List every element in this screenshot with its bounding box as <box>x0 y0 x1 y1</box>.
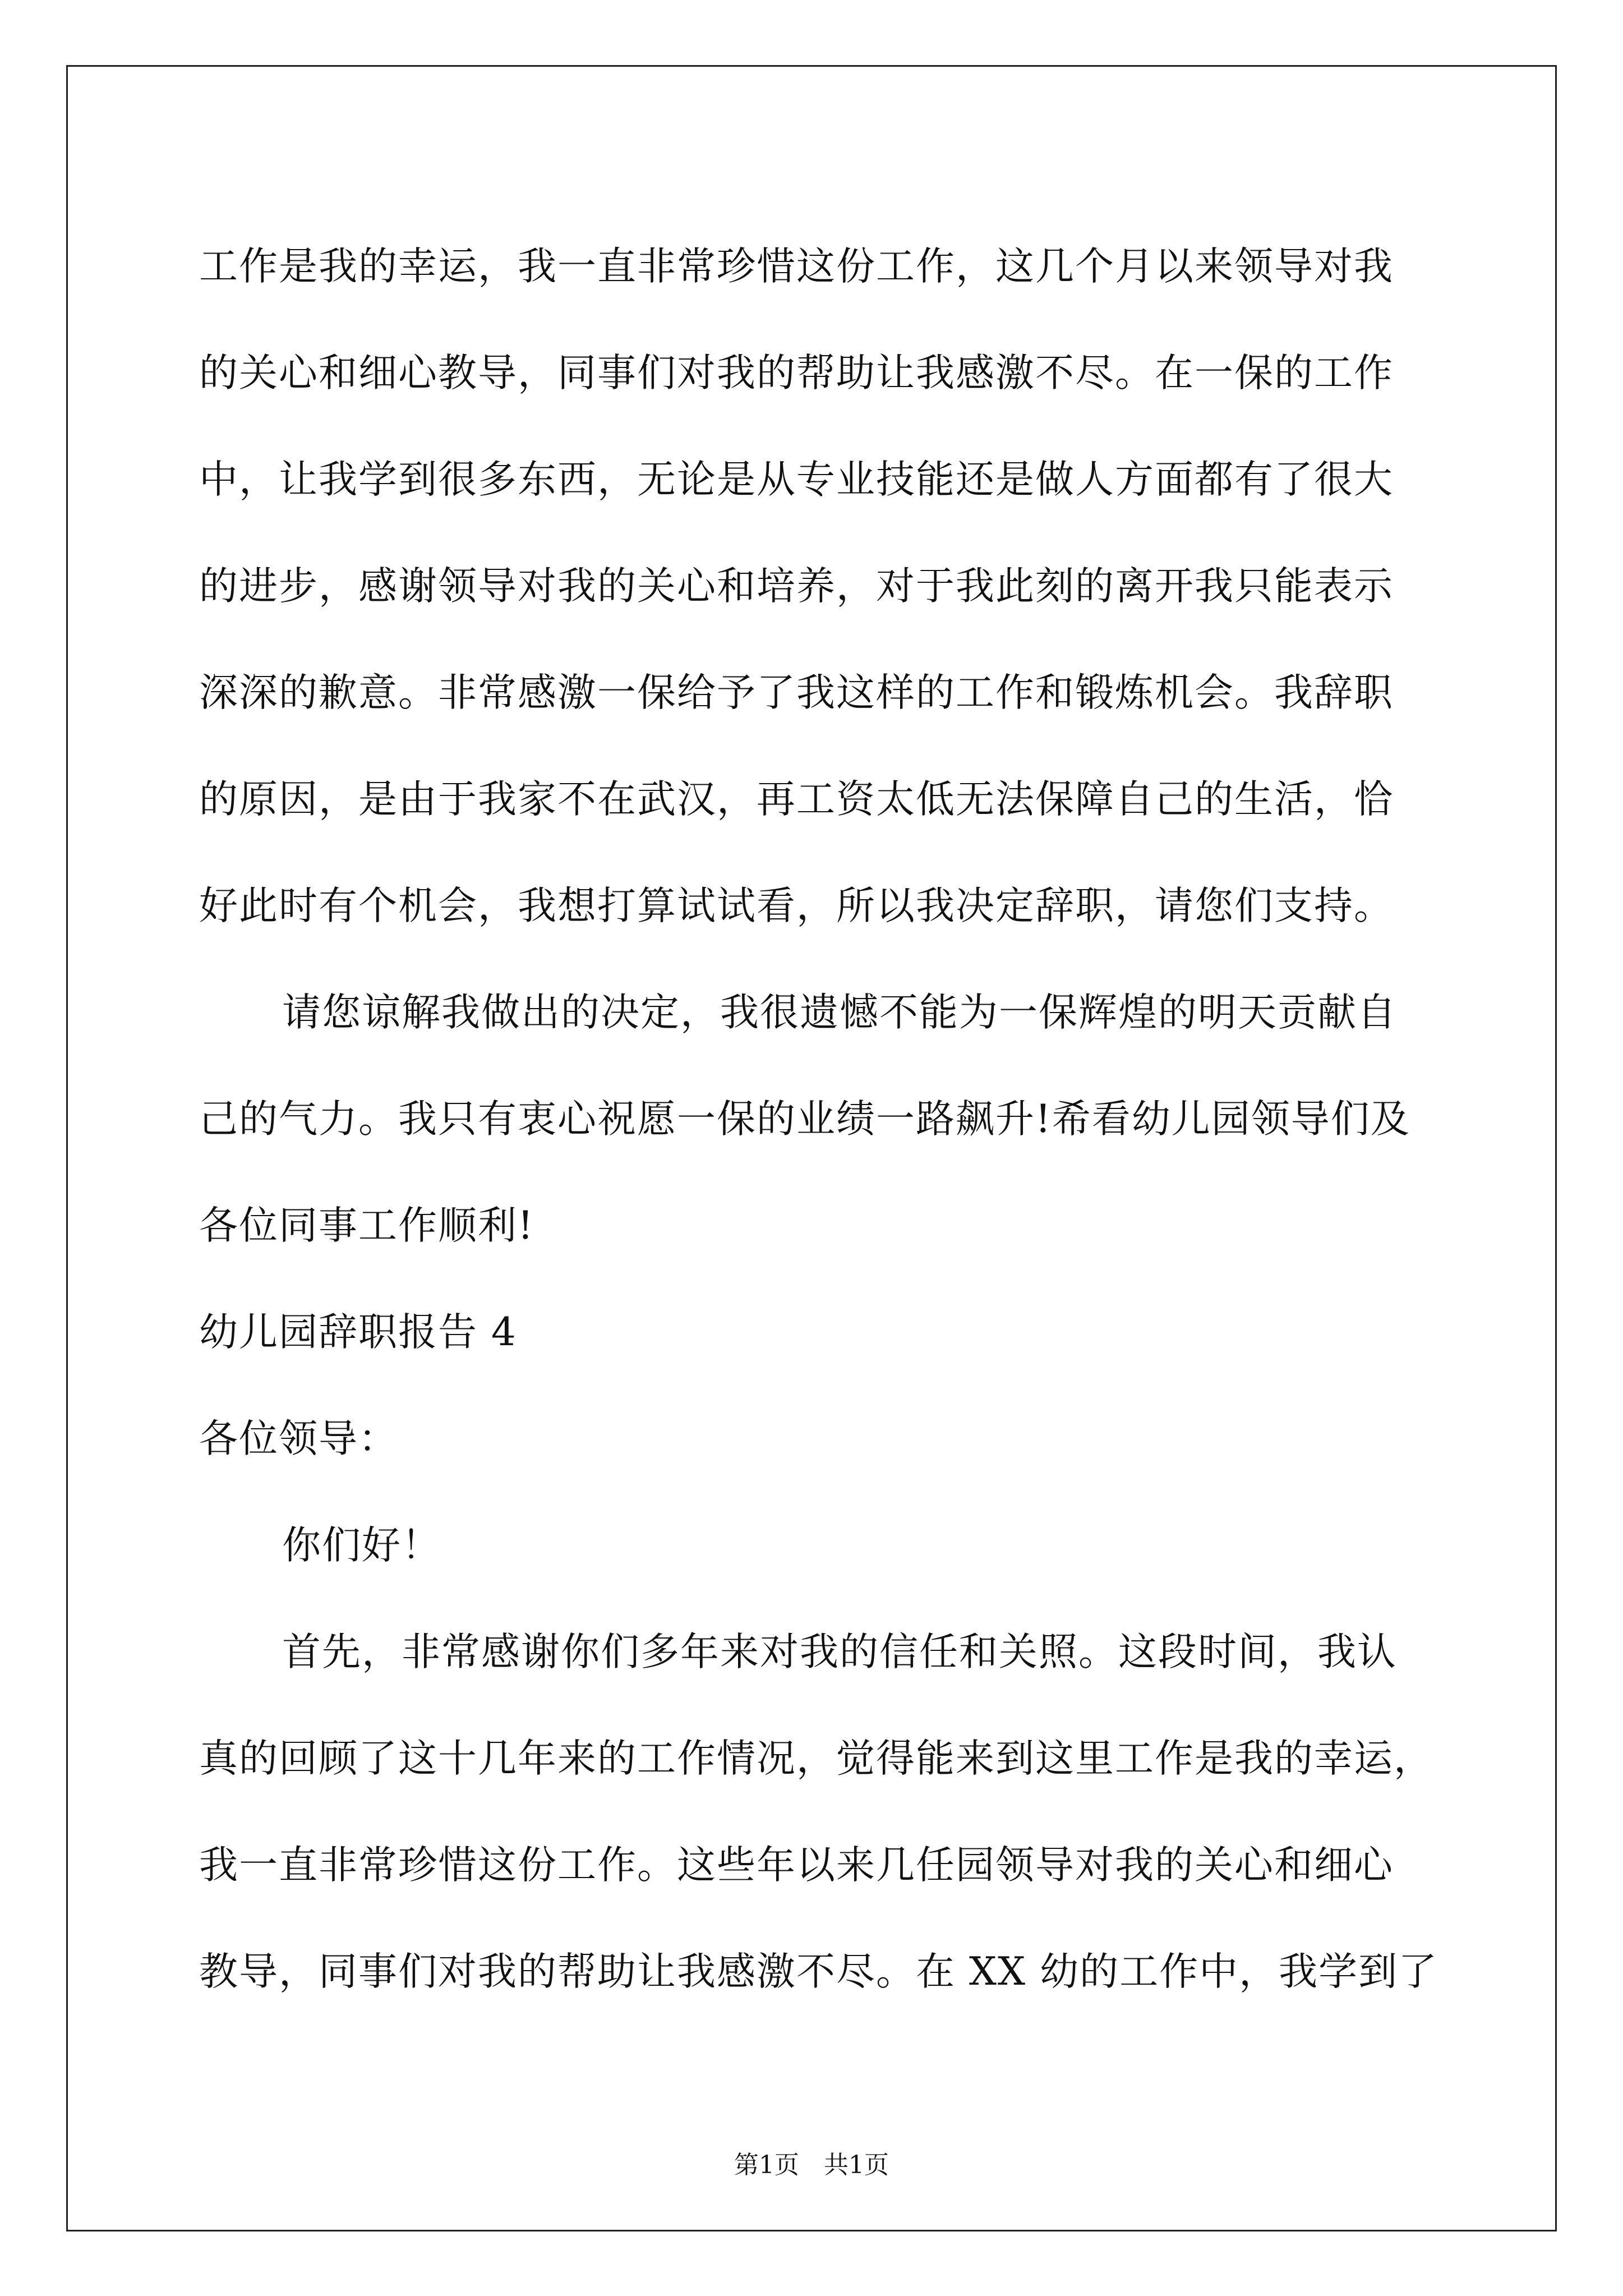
document-body <box>199 213 1444 2025</box>
text-line: 中，让我学到很多东西，无论是从专业技能还是做人方面都有了很大 <box>199 457 1394 502</box>
text-line: 的进步，感谢领导对我的关心和培养，对于我此刻的离开我只能表示 <box>199 564 1394 609</box>
page-footer: 第1页 共1页 <box>734 2151 889 2179</box>
greeting: 你们好！ <box>282 1523 441 1568</box>
text-line: 请您谅解我做出的决定，我很遗憾不能为一保辉煌的明天贡献自 <box>282 990 1397 1035</box>
text-line: 教导，同事们对我的帮助让我感激不尽。在 XX 幼的工作中，我学到了 <box>199 1949 1438 1994</box>
text-line: 己的气力。我只有衷心祝愿一保的业绩一路飙升!希看幼儿园领导们及 <box>199 1097 1410 1142</box>
text-line: 的原因，是由于我家不在武汉，再工资太低无法保障自己的生活，恰 <box>199 777 1394 822</box>
text-line: 真的回顾了这十几年来的工作情况，觉得能来到这里工作是我的幸运， <box>199 1736 1433 1781</box>
text-line: 各位同事工作顺利! <box>199 1203 534 1248</box>
text-line: 的关心和细心教导，同事们对我的帮助让我感激不尽。在一保的工作 <box>199 351 1394 395</box>
salutation: 各位领导： <box>199 1416 398 1461</box>
text-line: 首先，非常感谢你们多年来对我的信任和关照。这段时间，我认 <box>282 1630 1397 1674</box>
section-heading: 幼儿园辞职报告 4 <box>199 1310 517 1355</box>
text-line: 深深的歉意。非常感激一保给予了我这样的工作和锻炼机会。我辞职 <box>199 670 1394 715</box>
text-line: 好此时有个机会，我想打算试试看，所以我决定辞职，请您们支持。 <box>199 884 1394 928</box>
text-line: 工作是我的幸运，我一直非常珍惜这份工作，这几个月以来领导对我 <box>199 244 1394 289</box>
text-line: 我一直非常珍惜这份工作。这些年以来几任园领导对我的关心和细心 <box>199 1843 1394 1888</box>
